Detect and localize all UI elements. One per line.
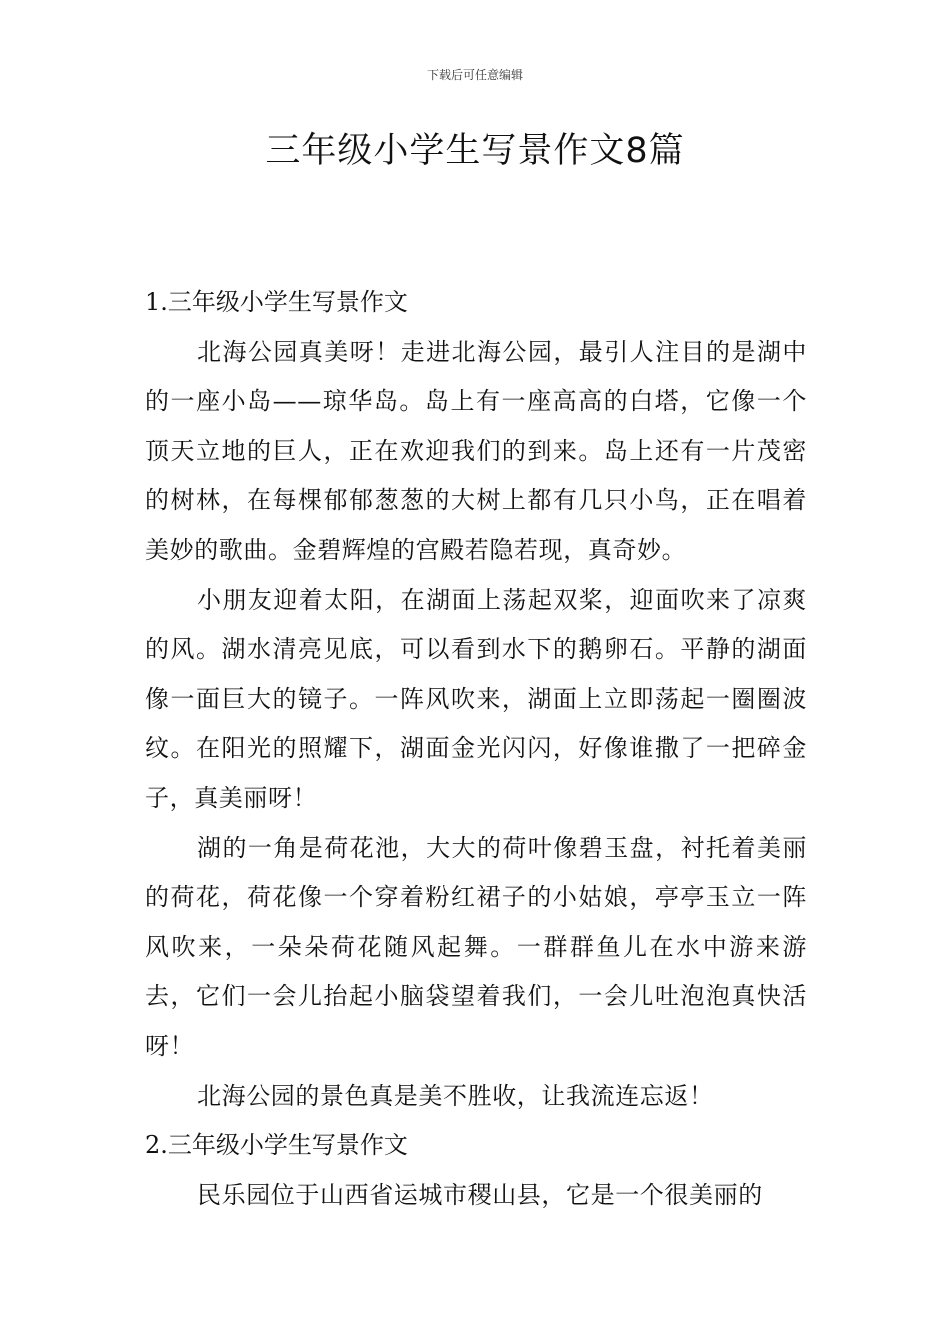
section-1	[145, 278, 807, 1121]
paragraph: 北海公园的景色真是美不胜收，让我流连忘返！	[197, 1081, 714, 1110]
paragraph: 民乐园位于山西省运城市稷山县，它是一个很美丽的	[197, 1180, 763, 1209]
paragraph: 湖的一角是荷花池，大大的荷叶像碧玉盘，衬托着美丽的荷花，荷花像一个穿着粉红裙子的小姑娘，亭亭玉立一阵风吹来，一朵朵荷花随风起舞。一群群鱼儿在水中游来游去，它们一会儿抬起小脑袋望着我们，一会儿吐泡泡真快活呀！	[145, 833, 807, 1060]
section-heading: 1.三年级小学生写景作文	[145, 288, 408, 316]
section-heading: 2.三年级小学生写景作文	[145, 1131, 408, 1160]
header-note: 下载后可任意编辑	[426, 68, 523, 82]
paragraph: 北海公园真美呀！走进北海公园，最引人注目的是湖中的一座小岛——琼华岛。岛上有一座高高的白塔，它像一个顶天立地的巨人，正在欢迎我们的到来。岛上还有一片茂密的树林，在每棵郁郁葱葱的大树上都有几只小鸟，正在唱着美妙的歌曲。金碧辉煌的宫殿若隐若现，真奇妙。	[145, 337, 807, 564]
document-body	[145, 278, 807, 1220]
paragraph: 小朋友迎着太阳，在湖面上荡起双桨，迎面吹来了凉爽的风。湖水清亮见底，可以看到水下的鹅卵石。平静的湖面像一面巨大的镜子。一阵风吹来，湖面上立即荡起一圈圈波纹。在阳光的照耀下，湖面金光闪闪，好像谁撒了一把碎金子，真美丽呀！	[145, 585, 807, 812]
section-2	[145, 1121, 807, 1220]
document-title: 三年级小学生写景作文8篇	[265, 131, 685, 171]
